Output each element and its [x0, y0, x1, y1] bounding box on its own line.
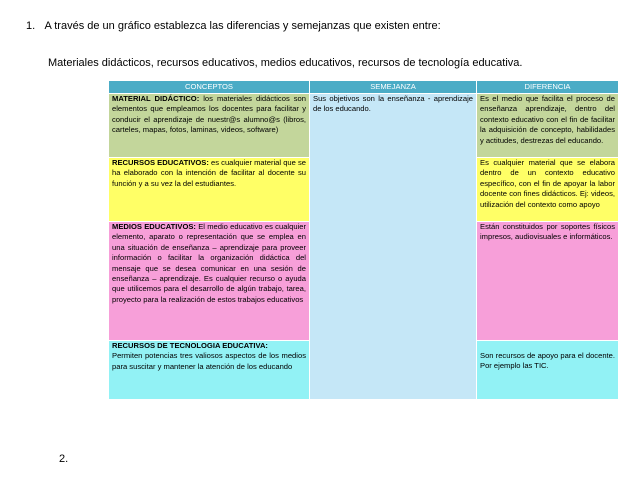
difference-text: Son recursos de apoyo para el docente. Por ejemplo las TIC. [480, 351, 615, 371]
concept-cell-recursos-educativos [109, 158, 310, 222]
question-1-text: A través de un gráfico establezca las diferencias y semejanzas que existen entre: [44, 20, 441, 32]
header-conceptos: CONCEPTOS [109, 81, 310, 94]
concept-term: MEDIOS EDUCATIVOS: [112, 222, 196, 231]
difference-cell: Es cualquier material que se elabora dentro de un contexto educativo específico, con el fin de apoyar la labor docente con fines didácticos. Ej: videos, utilización del contexto como apoyo [477, 158, 619, 222]
concept-term: RECURSOS DE TECNOLOGIA EDUCATIVA: [112, 341, 268, 350]
concept-text: es cualquier material que se ha elaborado con la intención de facilitar al docente su función y a su vez la del estudiantes. [112, 158, 307, 188]
concept-term: RECURSOS EDUCATIVOS: [112, 158, 209, 167]
cell-spacer [480, 341, 615, 351]
header-semejanza: SEMEJANZA [310, 81, 477, 94]
question-2-number: 2. [59, 453, 69, 465]
comparison-table [108, 80, 619, 400]
semejanza-text: Sus objetivos son la enseñanza - aprendizaje de los educando. [313, 94, 473, 114]
question-1-number: 1. [26, 20, 36, 32]
concept-text: El medio educativo es cualquier elemento, aparato o representación que se emplea en una situación de enseñanza – aprendizaje para proveer información o facilitar la organización didáctica del mensaje que se desea comunicar en una sesión de enseñanza – aprendizaje. Es cualquier recurso o ayuda que utilicemos para el desarrollo de algún trabajo, tarea, proyecto para la realización de estos trabajos educativos [112, 222, 306, 304]
concept-cell-tecnologia-educativa [109, 341, 310, 400]
concept-cell-material-didactico [109, 94, 310, 158]
difference-cell [477, 341, 619, 400]
table-row [109, 94, 619, 158]
question-1 [26, 20, 441, 32]
concept-text: los materiales didácticos son elementos que empleamos los docentes para facilitar y conducir el aprendizaje de nuestr@s alumno@s (libros, carteles, mapas, fotos, laminas, videos, software) [112, 94, 306, 135]
concept-cell-medios-educativos [109, 222, 310, 341]
difference-cell: Es el medio que facilita el proceso de enseñanza aprendizaje, dentro del contexto educativo con el fin de facilitar la adquisición de concepto, habilidades y actitudes, destrezas del educando. [477, 94, 619, 158]
concept-text: Permiten potencias tres valiosos aspectos de los medios para suscitar y mantener la atención de los educando [112, 351, 306, 371]
intro-line: Materiales didácticos, recursos educativos, medios educativos, recursos de tecnología educativa. [48, 57, 523, 69]
semejanza-cell [310, 94, 477, 400]
concept-term: MATERIAL DIDÁCTICO: [112, 94, 200, 103]
header-diferencia: DIFERENCIA [477, 81, 619, 94]
difference-cell: Están constituidos por soportes físicos impresos, audiovisuales e informáticos. [477, 222, 619, 341]
table-header-row [109, 81, 619, 94]
